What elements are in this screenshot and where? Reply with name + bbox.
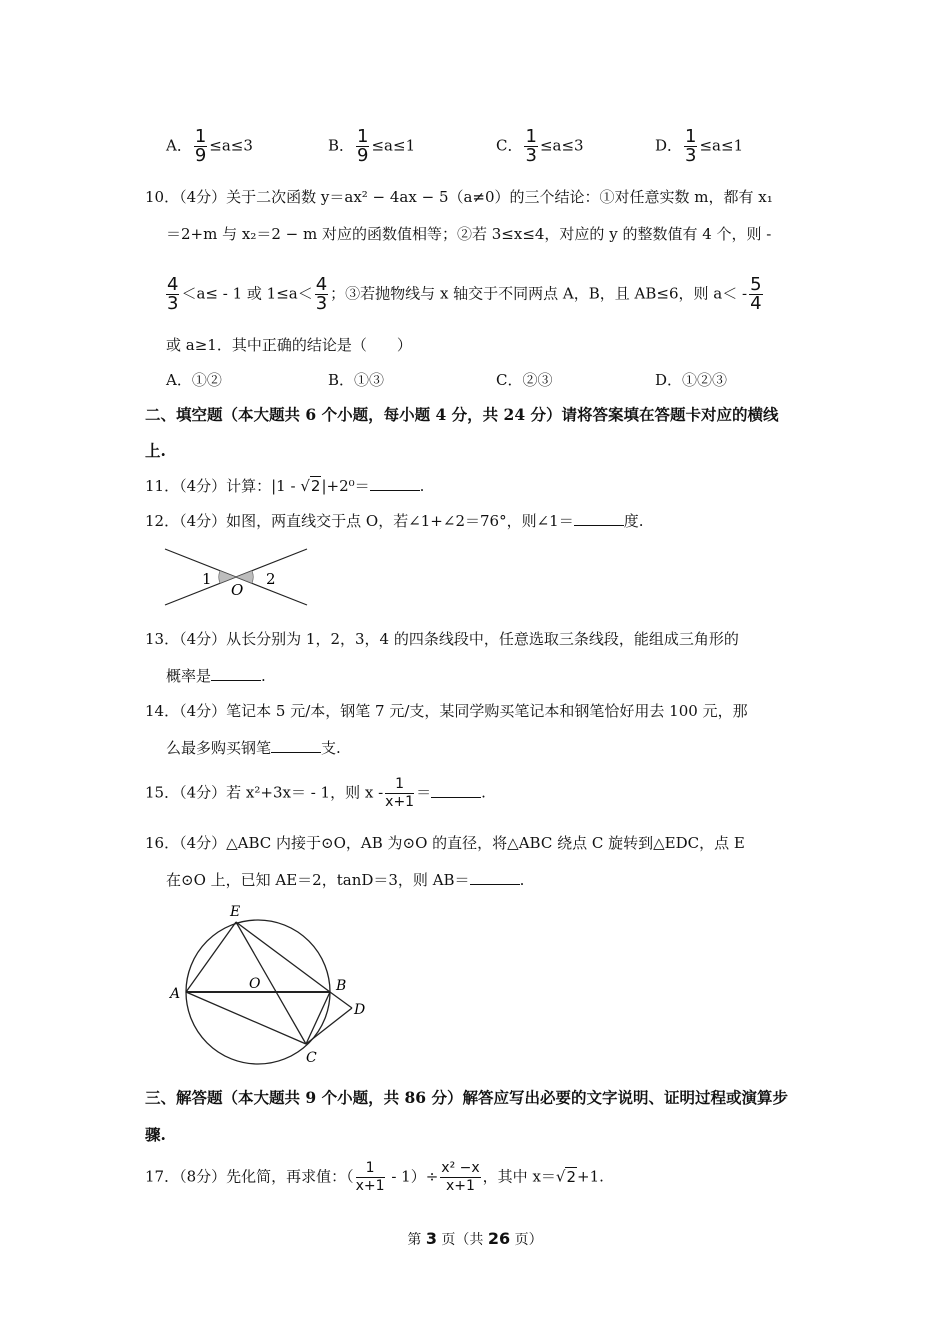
sqrt: √2 xyxy=(555,1167,577,1186)
point-c-label: C xyxy=(306,1050,317,1066)
fraction: $\frac{\text{x² −x}}{x+1}$ xyxy=(441,1160,480,1194)
fraction: $\frac{5}{4}$ xyxy=(750,274,762,314)
section-2-heading: 二、填空题（本大题共 6 个小题，每小题 4 分，共 24 分）请将答案填在答题卡对应的横线 xyxy=(145,405,779,424)
q14-line-2: 么最多购买钢笔 支. xyxy=(166,739,341,757)
q9-option-c: C． $\frac{1}{3}$ ≤a≤3 xyxy=(496,126,584,166)
q10-option-c: C．②③ xyxy=(496,371,553,389)
q12-figure xyxy=(160,544,312,610)
answer-blank xyxy=(370,476,420,491)
point-a-label: A xyxy=(170,986,181,1002)
page-number: 3 xyxy=(425,1229,437,1248)
point-e-label: E xyxy=(230,904,241,920)
q10-option-d: D．①②③ xyxy=(655,371,728,389)
q16-line-2: 在⊙O 上，已知 AE＝2，tanD＝3，则 AB＝ . xyxy=(166,871,525,889)
q10-option-b: B．①③ xyxy=(328,371,385,389)
section-3-heading: 三、解答题（本大题共 9 个小题，共 86 分）解答应写出必要的文字说明、证明过程或演算步 xyxy=(145,1088,788,1107)
q10-option-a: A．①② xyxy=(166,371,222,389)
q17: 17．（8分）先化简，再求值：（ $\frac{1}{x+1}$ - 1）÷ $\frac{\text{x² −x}}{x+1}$ ，其中 x＝√2+1. xyxy=(145,1160,604,1194)
q16-line-1: 16．（4分）△ABC 内接于⊙O，AB 为⊙O 的直径，将△ABC 绕点 C 旋转到△EDC，点 E xyxy=(145,834,745,852)
q13-line-1: 13．（4分）从长分别为 1，2，3，4 的四条线段中，任意选取三条线段，能组成三角形的 xyxy=(145,630,739,648)
point-o-label: O xyxy=(249,976,261,992)
answer-blank xyxy=(211,666,261,681)
q10-line-2: ＝2+m 与 x₂＝2 − m 对应的函数值相等；②若 3≤x≤4，对应的 y 的整数值有 4 个，则 - xyxy=(166,225,772,243)
q9-option-a: A． $\frac{1}{9}$ ≤a≤3 xyxy=(166,126,253,166)
q9-option-b: B． $\frac{1}{9}$ ≤a≤1 xyxy=(328,126,416,166)
point-d-label: D xyxy=(354,1002,366,1018)
fraction: $\frac{4}{3}$ xyxy=(315,274,328,314)
fraction: $\frac{1}{3}$ xyxy=(685,126,697,166)
q12: 12．（4分）如图，两直线交于点 O，若∠1+∠2＝76°，则∠1＝ 度. xyxy=(145,512,644,530)
q11: 11．（4分）计算：|1 - √2|+2⁰＝ . xyxy=(145,477,425,495)
section-2-heading-cont: 上. xyxy=(145,441,166,460)
fraction: $\frac{1}{3}$ xyxy=(525,126,537,166)
angle-1-label: 1 xyxy=(202,570,212,588)
section-3-heading-cont: 骤. xyxy=(145,1125,166,1144)
q15: 15．（4分）若 x²+3x＝ - 1，则 x - $\frac{1}{x+1}$ ＝ . xyxy=(145,776,486,810)
sqrt: √2 xyxy=(300,477,321,495)
answer-blank xyxy=(271,738,321,753)
point-b-label: B xyxy=(336,978,347,994)
answer-blank xyxy=(431,783,481,798)
q14-line-1: 14．（4分）笔记本 5 元/本，钢笔 7 元/支，某同学购买笔记本和钢笔恰好用去 100 元，那 xyxy=(145,702,748,720)
fraction: $\frac{1}{x+1}$ xyxy=(385,776,415,810)
answer-blank xyxy=(574,511,624,526)
point-o-label: O xyxy=(231,581,244,599)
q13-line-2: 概率是 . xyxy=(166,667,266,685)
fraction: $\frac{1}{9}$ xyxy=(194,126,207,166)
angle-2-label: 2 xyxy=(266,570,276,588)
q10-line-3: $\frac{4}{3}$ ＜a≤ - 1 或 1≤a＜ $\frac{4}{3}$ ；③若抛物线与 x 轴交于不同两点 A，B，且 AB≤6，则 a＜ - $\frac{5}{4}$ xyxy=(167,274,762,314)
page-footer: 第 3 页（共 26 页） xyxy=(407,1229,543,1248)
fraction: $\frac{4}{3}$ xyxy=(167,274,179,314)
answer-blank xyxy=(470,870,520,885)
q9-option-d: D． $\frac{1}{3}$ ≤a≤1 xyxy=(655,126,744,166)
fraction: $\frac{1}{x+1}$ xyxy=(355,1160,385,1194)
fraction: $\frac{1}{9}$ xyxy=(357,126,369,166)
q10-line-1: 10．（4分）关于二次函数 y＝ax² − 4ax − 5（a≠0）的三个结论：①对任意实数 m，都有 x₁ xyxy=(145,188,773,206)
q16-figure xyxy=(164,900,376,1070)
q10-line-4: 或 a≥1．其中正确的结论是（ ） xyxy=(166,336,412,354)
total-pages: 26 xyxy=(487,1229,511,1248)
